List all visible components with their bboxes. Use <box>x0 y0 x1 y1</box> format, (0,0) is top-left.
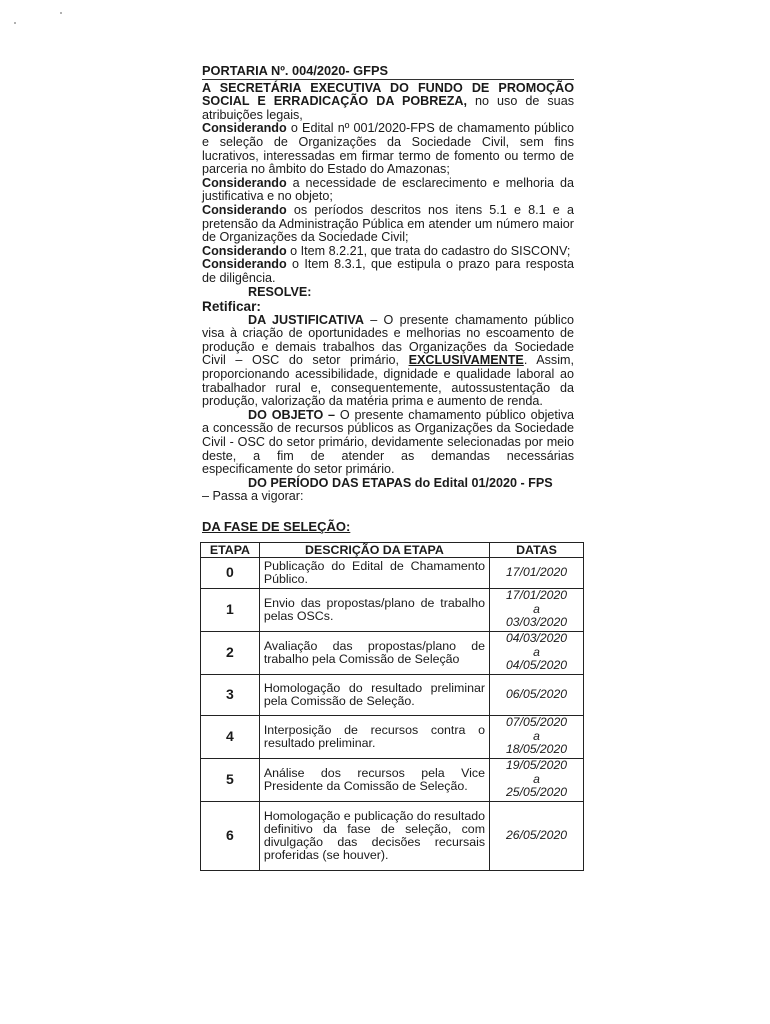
scan-speck <box>14 22 16 24</box>
table-row <box>201 557 584 588</box>
etapa-descricao: Publicação do Edital de Chamamento Público. <box>259 557 489 588</box>
data-line: a <box>533 728 540 743</box>
justificativa-heading: DA JUSTIFICATIVA <box>248 312 364 327</box>
considerando-label: Considerando <box>202 202 287 217</box>
table-row <box>201 715 584 758</box>
data-line: 04/05/2020 <box>506 658 568 673</box>
etapa-number: 1 <box>201 588 260 631</box>
etapa-descricao: Envio das propostas/plano de trabalho pelas OSCs. <box>259 588 489 631</box>
data-line: 07/05/2020 <box>506 715 568 730</box>
table-row <box>201 758 584 801</box>
considerando-text: o Item 8.2.21, que trata do cadastro do SISCONV; <box>286 243 571 258</box>
justificativa-text1: – O presente chamamento público visa à criação de oportunidades e melhorias no escoamento de produção e demais trabalhos das Organizações da Sociedade Civil – OSC do setor primário, <box>202 312 574 368</box>
considerando-label: Considerando <box>202 257 287 272</box>
etapa-datas <box>490 674 584 715</box>
intro-bold: A SECRETÁRIA EXECUTIVA DO FUNDO DE PROMOÇÃO SOCIAL E ERRADICAÇÃO DA POBREZA, <box>202 80 574 109</box>
data-line: 04/03/2020 <box>506 631 568 646</box>
etapa-datas <box>490 801 584 870</box>
justificativa-paragraph <box>202 314 574 409</box>
considerando-paragraph <box>202 245 574 259</box>
considerando-label: Considerando <box>202 121 287 136</box>
table-row <box>201 801 584 870</box>
etapas-table-body <box>201 557 584 870</box>
justificativa-emphasis: EXCLUSIVAMENTE <box>408 353 524 368</box>
data-line: 18/05/2020 <box>506 742 568 757</box>
table-header-row <box>201 542 584 557</box>
data-line: 25/05/2020 <box>506 785 568 800</box>
etapa-datas <box>490 715 584 758</box>
data-line: 03/03/2020 <box>506 615 568 630</box>
header-datas: DATAS <box>490 542 584 557</box>
etapa-descricao: Interposição de recursos contra o resultado preliminar. <box>259 715 489 758</box>
etapa-number: 0 <box>201 557 260 588</box>
justificativa-text2: . Assim, proporcionando acessibilidade, dignidade e qualidade laboral ao trabalhador rural e, consequentemente, autossustentação da produção, valorização da matéria prima e aumento de renda. <box>202 353 574 409</box>
data-line: a <box>533 601 540 616</box>
header-etapa: ETAPA <box>201 542 260 557</box>
objeto-heading: DO OBJETO – <box>248 407 336 422</box>
etapa-number: 2 <box>201 631 260 674</box>
considerando-paragraph <box>202 258 574 285</box>
considerando-label: Considerando <box>202 243 287 258</box>
considerando-label: Considerando <box>202 175 287 190</box>
considerando-text: a necessidade de esclarecimento e melhoria da justificativa e no objeto; <box>202 175 574 204</box>
periodo-heading-paragraph <box>202 477 574 491</box>
document-page <box>202 64 574 871</box>
etapa-number: 4 <box>201 715 260 758</box>
retificar-heading: Retificar: <box>202 299 261 315</box>
table-row <box>201 631 584 674</box>
etapa-descricao: Análise dos recursos pela Vice Presidente da Comissão de Seleção. <box>259 758 489 801</box>
data-line: 19/05/2020 <box>506 758 568 773</box>
resolve-heading: RESOLVE: <box>248 284 312 299</box>
etapa-datas <box>490 557 584 588</box>
etapa-datas <box>490 758 584 801</box>
etapa-descricao: Homologação do resultado preliminar pela Comissão de Seleção. <box>259 674 489 715</box>
header-descricao: DESCRIÇÃO DA ETAPA <box>259 542 489 557</box>
etapa-descricao: Homologação e publicação do resultado definitivo da fase de seleção, com divulgação das decisões recursais proferidas (se houver). <box>259 801 489 870</box>
etapa-descricao: Avaliação das propostas/plano de trabalho pela Comissão de Seleção <box>259 631 489 674</box>
etapa-datas <box>490 588 584 631</box>
considerando-paragraph <box>202 204 574 245</box>
scan-speck <box>60 12 62 14</box>
etapa-number: 3 <box>201 674 260 715</box>
periodo-text: – Passa a vigorar: <box>202 489 304 504</box>
considerando-text: os períodos descritos nos itens 5.1 e 8.1 e a pretensão da Administração Pública em atender um número maior de Organizações da Sociedade Civil; <box>202 202 574 245</box>
data-line: a <box>533 644 540 659</box>
considerando-text: o Edital nº 001/2020-FPS de chamamento público e seleção de Organizações da Sociedade Civil, sem fins lucrativos, interessadas em firmar termo de fomento ou termo de parceria no âmbito do Estado do Amazonas; <box>202 121 574 177</box>
considerandos-list <box>202 122 574 285</box>
etapa-datas <box>490 631 584 674</box>
data-line: 06/05/2020 <box>506 686 568 701</box>
data-line: 17/01/2020 <box>506 564 568 579</box>
title-underline <box>202 79 574 80</box>
considerando-text: o Item 8.3.1, que estipula o prazo para resposta de diligência. <box>202 257 574 285</box>
objeto-text: O presente chamamento público objetiva a concessão de recursos públicos as Organizações da Sociedade Civil - OSC do setor primário, devidamente selecionadas por meio deste, a fim de atender as demandas necessárias especificamente do setor primário. <box>202 407 574 477</box>
table-row <box>201 674 584 715</box>
data-line: 26/05/2020 <box>506 827 568 842</box>
etapa-number: 5 <box>201 758 260 801</box>
table-row <box>201 588 584 631</box>
etapas-table <box>200 542 584 871</box>
portaria-title: PORTARIA Nº. 004/2020- GFPS <box>202 63 389 78</box>
considerando-paragraph <box>202 122 574 176</box>
intro-text: no uso de suas atribuições legais, <box>202 94 574 122</box>
data-line: 17/01/2020 <box>506 588 568 603</box>
fase-selecao-title: DA FASE DE SELEÇÃO: <box>202 519 351 534</box>
objeto-paragraph <box>202 409 574 477</box>
intro-paragraph <box>202 82 574 123</box>
data-line: a <box>533 771 540 786</box>
etapa-number: 6 <box>201 801 260 870</box>
considerando-paragraph <box>202 177 574 204</box>
periodo-heading: DO PERÍODO DAS ETAPAS do Edital 01/2020 - FPS <box>248 475 553 490</box>
